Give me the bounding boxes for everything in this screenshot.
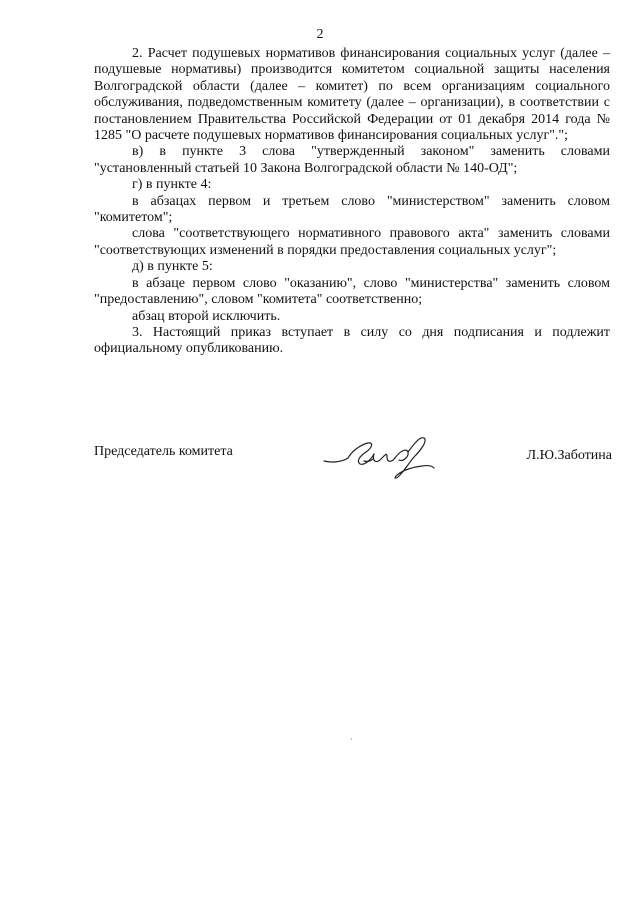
handwritten-signature bbox=[320, 431, 440, 489]
page-number: 2 bbox=[316, 27, 324, 42]
signatory-position: Председатель комитета bbox=[94, 444, 233, 459]
paragraph-clause-2: 2. Расчет подушевых нормативов финансирования социальных услуг (далее – подушевые нормативы) производится комитетом социальной защиты населения Волгоградской области (далее – комитет) по всем организациям социального обслуживания, подведомственным комитету (далее – организации), в соответствии с постановлением Правительства Российской Федерации от 01 декабря 2014 года № 1285 "О расчете подушевых нормативов финансирования социальных услуг"."; bbox=[94, 46, 610, 144]
signature-block bbox=[94, 443, 612, 503]
document-body bbox=[94, 46, 610, 358]
paragraph-item-d: д) в пункте 5: bbox=[132, 259, 213, 275]
paragraph-item-d-2: абзац второй исключить. bbox=[132, 308, 281, 324]
paragraph-item-g-1: в абзацах первом и третьем слово "министерством" заменить словом "комитетом"; bbox=[94, 193, 610, 226]
paragraph-item-d-1: в абзаце первом слово "оказанию", слово "министерства" заменить словом "предоставлению", словом "комитета" соответственно; bbox=[94, 275, 610, 308]
signatory-name: Л.Ю.Заботина bbox=[526, 448, 612, 463]
paragraph-item-v: в) в пункте 3 слова "утвержденный законом" заменить словами "установленный статьей 10 Закона Волгоградской области № 140-ОД"; bbox=[94, 144, 610, 176]
scan-speck bbox=[351, 738, 352, 740]
paragraph-item-g-2: слова "соответствующего нормативного правового акта" заменить словами "соответствующих изменений в порядки предоставления социальных услуг"; bbox=[94, 226, 610, 258]
paragraph-item-g: г) в пункте 4: bbox=[132, 177, 212, 193]
paragraph-clause-3: 3. Настоящий приказ вступает в силу со дня подписания и подлежит официальному опубликованию. bbox=[94, 324, 610, 357]
